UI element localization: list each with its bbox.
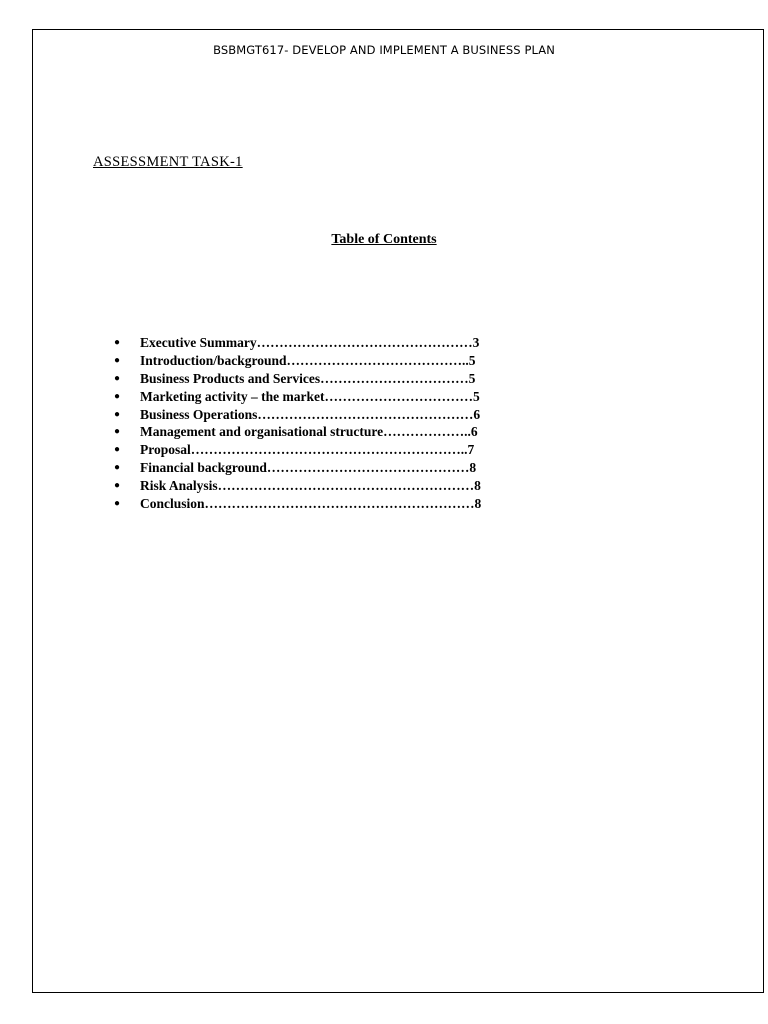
toc-item-financial-background (114, 459, 481, 477)
bullet-icon: ● (114, 390, 121, 402)
toc-item-proposal (114, 441, 481, 459)
toc-item-conclusion (114, 495, 481, 513)
toc-item-executive-summary (114, 334, 481, 352)
toc-list (114, 334, 481, 513)
toc-item-label: Proposal……………………………………………………..7 (140, 442, 475, 458)
toc-heading: Table of Contents (331, 232, 437, 247)
toc-item-marketing-activity (114, 388, 481, 406)
toc-item-label: Introduction/background…………………………………..5 (140, 352, 476, 368)
toc-item-label: Management and organisational structure………………..6 (140, 424, 478, 440)
toc-item-label: Financial background………………………………………8 (140, 460, 477, 476)
toc-item-label: Business Products and Services……………………………5 (140, 370, 476, 386)
toc-item-label: Executive Summary…………………………………………3 (140, 335, 480, 350)
toc-item-label: Marketing activity – the market……………………………5 (140, 388, 480, 404)
toc-item-products-services (114, 370, 481, 388)
bullet-icon: ● (114, 372, 121, 384)
bullet-icon: ● (114, 480, 121, 492)
toc-item-label: Conclusion……………………………………………………8 (140, 496, 482, 512)
bullet-icon: ● (114, 408, 121, 420)
toc-item-label: Business Operations…………………………………………6 (140, 406, 481, 422)
bullet-icon: ● (114, 426, 121, 438)
bullet-icon: ● (114, 462, 121, 474)
toc-item-risk-analysis (114, 477, 481, 495)
bullet-icon: ● (114, 337, 121, 348)
toc-item-business-operations (114, 406, 481, 424)
assessment-title: ASSESSMENT TASK-1 (93, 154, 243, 170)
bullet-icon: ● (114, 444, 121, 456)
bullet-icon: ● (114, 354, 121, 366)
bullet-icon: ● (114, 498, 121, 510)
toc-item-introduction (114, 352, 481, 370)
toc-item-management-structure (114, 423, 481, 441)
document-header-title: BSBMGT617- DEVELOP AND IMPLEMENT A BUSINESS PLAN (213, 43, 555, 57)
toc-item-label: Risk Analysis…………………………………………………8 (140, 478, 481, 494)
